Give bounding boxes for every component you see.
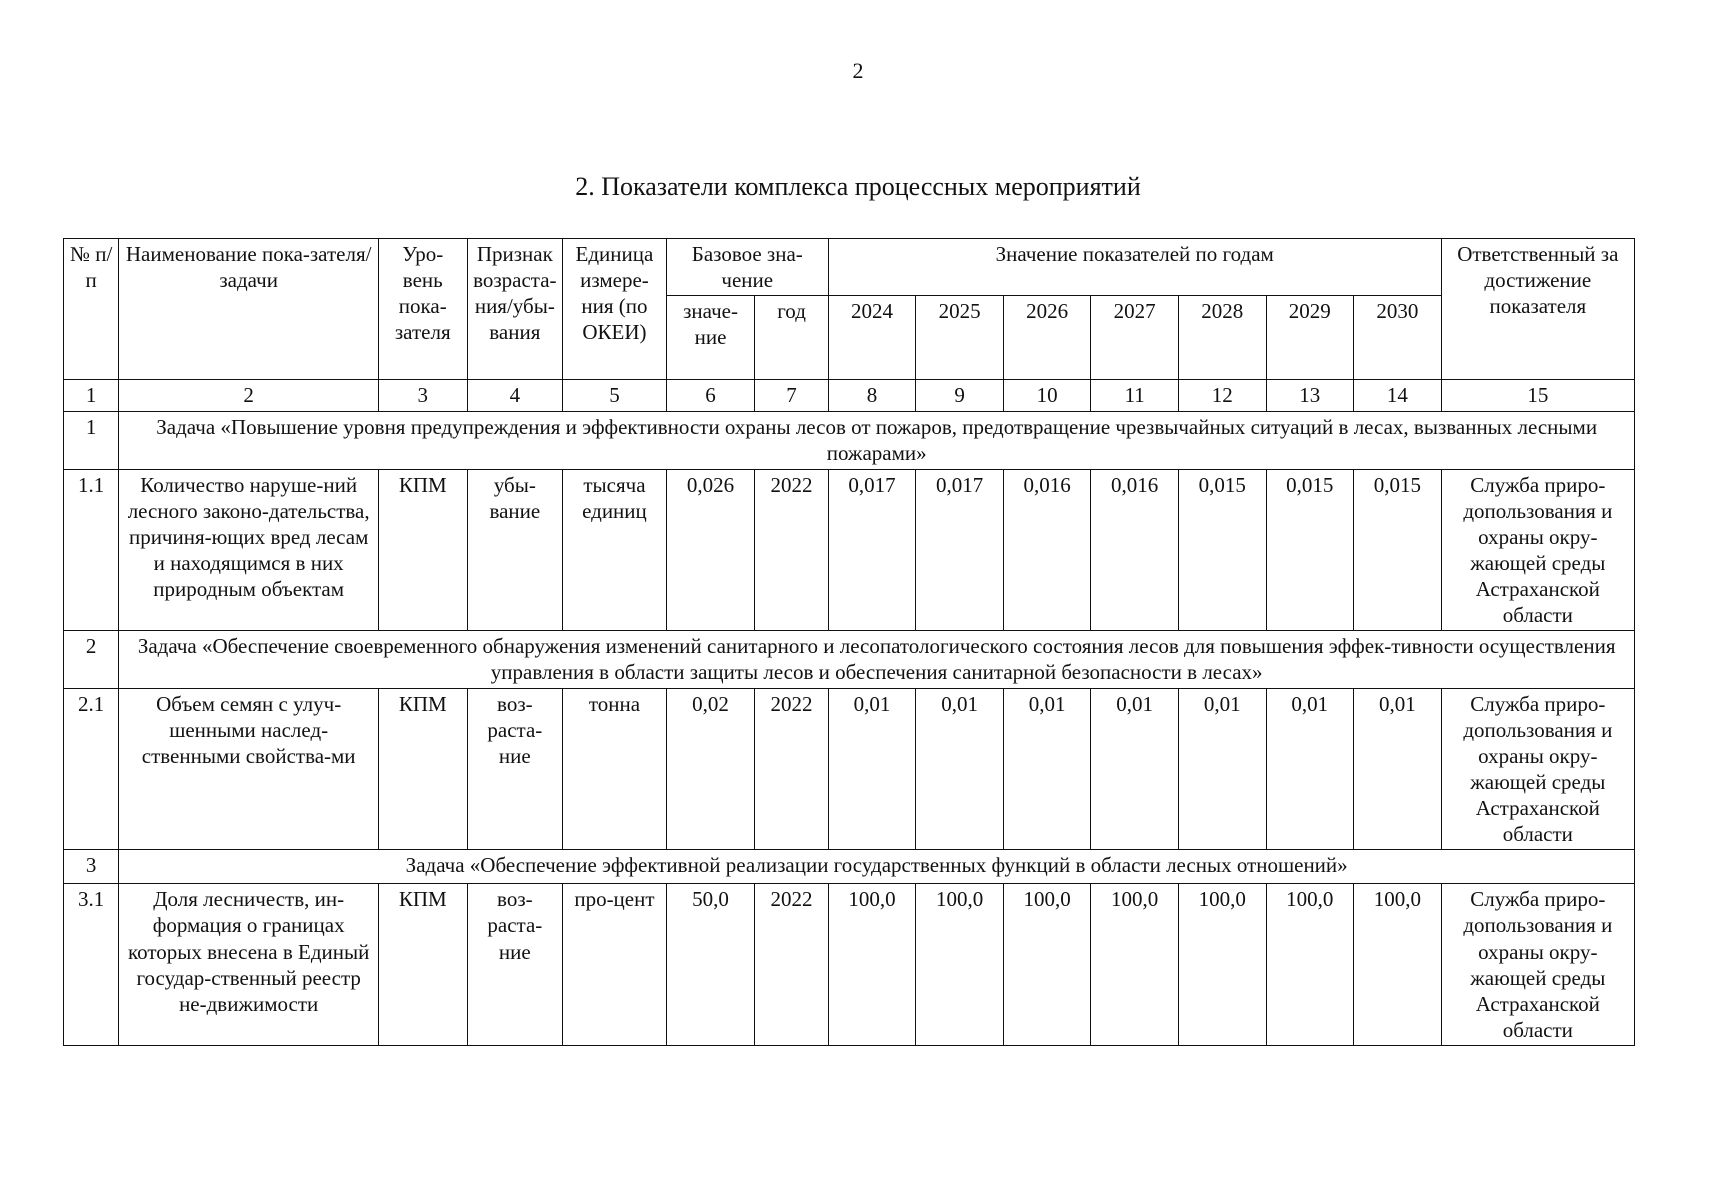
column-number: 6 [666, 380, 755, 412]
indicator-row [64, 470, 1635, 631]
indicator-unit: про-цент [563, 884, 667, 1045]
indicator-unit: тысяча единиц [563, 470, 667, 631]
indicator-base-value: 50,0 [666, 884, 755, 1045]
column-number: 10 [1003, 380, 1091, 412]
indicator-value: 0,015 [1354, 470, 1442, 631]
header-by-year: Значение показателей по годам [828, 239, 1441, 296]
header-year: 2025 [916, 296, 1004, 380]
column-number: 14 [1354, 380, 1442, 412]
indicator-value: 100,0 [828, 884, 916, 1045]
header-year: 2027 [1091, 296, 1179, 380]
header-year: 2026 [1003, 296, 1091, 380]
indicator-sign: убы-вание [467, 470, 563, 631]
indicator-base-value: 0,026 [666, 470, 755, 631]
indicator-level: КПМ [378, 470, 467, 631]
indicator-responsible: Служба приро-допользования и охраны окру-жающей среды Астраханской области [1441, 689, 1634, 850]
indicator-sign: воз-раста-ние [467, 689, 563, 850]
indicator-sign: воз-раста-ние [467, 884, 563, 1045]
indicator-level: КПМ [378, 689, 467, 850]
column-number: 8 [828, 380, 916, 412]
indicator-value: 100,0 [1266, 884, 1354, 1045]
indicator-value: 0,015 [1266, 470, 1354, 631]
indicators-table [63, 238, 1635, 1046]
indicator-value: 100,0 [1003, 884, 1091, 1045]
indicator-number: 1.1 [64, 470, 119, 631]
indicator-unit: тонна [563, 689, 667, 850]
indicator-value: 100,0 [916, 884, 1004, 1045]
task-text: Задача «Обеспечение эффективной реализации государственных функций в области лесных отношений» [119, 850, 1635, 884]
indicator-value: 100,0 [1091, 884, 1179, 1045]
indicator-value: 100,0 [1178, 884, 1266, 1045]
column-number: 9 [916, 380, 1004, 412]
indicator-value: 0,01 [828, 689, 916, 850]
indicator-base-value: 0,02 [666, 689, 755, 850]
indicator-number: 2.1 [64, 689, 119, 850]
header-base: Базовое зна-чение [666, 239, 828, 296]
indicator-value: 0,015 [1178, 470, 1266, 631]
header-year: 2028 [1178, 296, 1266, 380]
column-number: 12 [1178, 380, 1266, 412]
indicator-responsible: Служба приро-допользования и охраны окру-жающей среды Астраханской области [1441, 884, 1634, 1045]
column-number: 2 [119, 380, 379, 412]
indicator-name: Количество наруше-ний лесного законо-дательства, причиня-ющих вред лесам и находящимся в них природным объектам [119, 470, 379, 631]
task-number: 2 [64, 631, 119, 689]
header-row-1 [64, 239, 1635, 296]
header-level: Уро-вень пока-зателя [378, 239, 467, 380]
column-number: 3 [378, 380, 467, 412]
column-number: 1 [64, 380, 119, 412]
indicator-responsible: Служба приро-допользования и охраны окру-жающей среды Астраханской области [1441, 470, 1634, 631]
header-year: 2029 [1266, 296, 1354, 380]
header-year: 2024 [828, 296, 916, 380]
column-number: 15 [1441, 380, 1634, 412]
indicator-base-year: 2022 [755, 689, 828, 850]
header-responsible: Ответственный за достижение показателя [1441, 239, 1634, 380]
indicator-value: 0,01 [1178, 689, 1266, 850]
header-base-value: значе-ние [666, 296, 755, 380]
indicator-value: 0,016 [1003, 470, 1091, 631]
indicator-base-year: 2022 [755, 470, 828, 631]
section-title: 2. Показатели комплекса процессных мероприятий [575, 172, 1141, 201]
indicator-value: 0,017 [916, 470, 1004, 631]
indicator-name: Объем семян с улуч-шенными наслед-ственными свойства-ми [119, 689, 379, 850]
task-text: Задача «Обеспечение своевременного обнаружения изменений санитарного и лесопатологического состояния лесов для повышения эффек-тивности осуществления управления в области защиты лесов и обеспечения санитарной безопасности в лесах» [119, 631, 1635, 689]
header-unit: Единица измере-ния (по ОКЕИ) [563, 239, 667, 380]
task-number: 3 [64, 850, 119, 884]
indicator-value: 0,01 [1354, 689, 1442, 850]
task-row [64, 631, 1635, 689]
indicator-value: 0,01 [916, 689, 1004, 850]
column-number: 7 [755, 380, 828, 412]
indicator-value: 0,01 [1003, 689, 1091, 850]
header-base-year: год [755, 296, 828, 380]
indicator-base-year: 2022 [755, 884, 828, 1045]
indicator-name: Доля лесничеств, ин-формация о границах которых внесена в Единый государ-ственный реестр не-движимости [119, 884, 379, 1045]
column-number: 11 [1091, 380, 1179, 412]
page-number: 2 [852, 58, 864, 83]
indicator-level: КПМ [378, 884, 467, 1045]
column-number: 5 [563, 380, 667, 412]
task-number: 1 [64, 412, 119, 470]
indicator-value: 100,0 [1354, 884, 1442, 1045]
indicator-value: 0,01 [1091, 689, 1179, 850]
indicator-value: 0,016 [1091, 470, 1179, 631]
indicator-row [64, 689, 1635, 850]
indicator-row [64, 884, 1635, 1045]
indicator-number: 3.1 [64, 884, 119, 1045]
header-year: 2030 [1354, 296, 1442, 380]
task-row [64, 850, 1635, 884]
task-row [64, 412, 1635, 470]
indicator-value: 0,01 [1266, 689, 1354, 850]
indicator-value: 0,017 [828, 470, 916, 631]
task-text: Задача «Повышение уровня предупреждения и эффективности охраны лесов от пожаров, предотвращение чрезвычайных ситуаций в лесах, вызванных лесными пожарами» [119, 412, 1635, 470]
column-number: 13 [1266, 380, 1354, 412]
column-number: 4 [467, 380, 563, 412]
header-num: № п/п [64, 239, 119, 380]
header-sign: Признак возраста-ния/убы-вания [467, 239, 563, 380]
column-number-row [64, 380, 1635, 412]
header-name: Наименование пока-зателя/задачи [119, 239, 379, 380]
